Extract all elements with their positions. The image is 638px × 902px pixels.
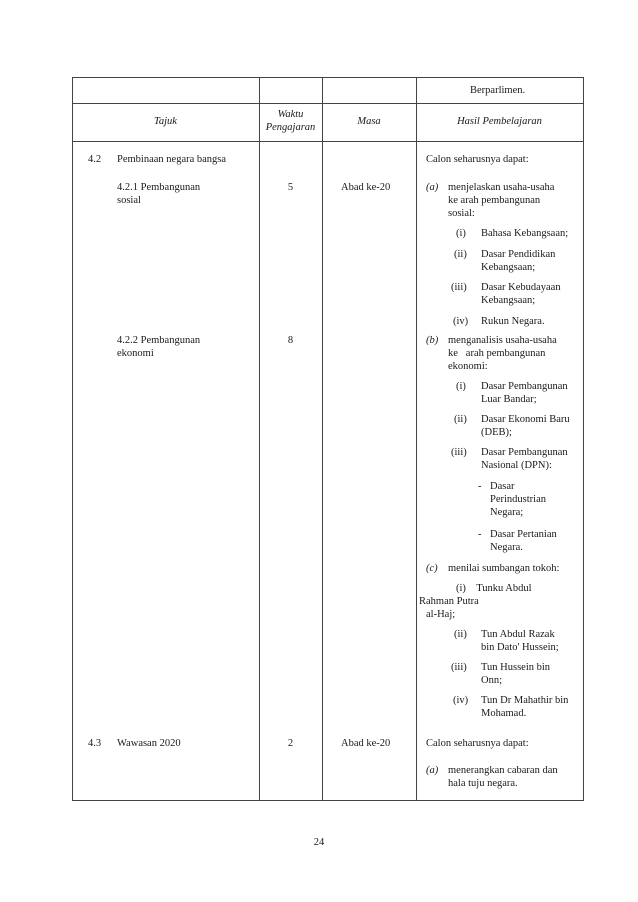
outcome-c-label: (c) (426, 563, 438, 574)
section-43-intro: Calon seharusnya dapat: (426, 738, 529, 749)
table-top-rule (72, 77, 584, 78)
header-bottom-rule (72, 141, 584, 142)
table-bottom-rule (72, 800, 584, 801)
sub-422-title-2: ekonomi (117, 348, 154, 359)
col-line-4 (583, 77, 584, 801)
outcome-b-line2: ke arah pembangunan (448, 348, 546, 359)
section-43-title: Wawasan 2020 (117, 738, 181, 749)
a-i-num: (i) (456, 228, 466, 239)
b-ii-num: (ii) (454, 414, 467, 425)
c-ii-text-1: Tun Abdul Razak (481, 629, 555, 640)
dash-marker-1: - (478, 481, 482, 492)
b-i-text-2: Luar Bandar; (481, 394, 537, 405)
col-line-3 (416, 77, 417, 801)
header-waktu-2: Pengajaran (265, 122, 316, 133)
section-43-a-label: (a) (426, 765, 439, 776)
header-tajuk: Tajuk (154, 116, 177, 127)
outcome-c-line1: menilai sumbangan tokoh: (448, 563, 560, 574)
header-hasil: Hasil Pembelajaran (457, 116, 542, 127)
top-row-text: Berparlimen. (470, 85, 526, 96)
outcome-a-label: (a) (426, 182, 439, 193)
dash1-text-2: Perindustrian (490, 494, 546, 505)
c-i-text-1: (i) Tunku Abdul (456, 583, 532, 594)
section-43-a-line2: hala tuju negara. (448, 778, 518, 789)
section-43-waktu: 2 (287, 738, 294, 749)
dash-marker-2: - (478, 529, 482, 540)
sub-421-masa: Abad ke-20 (341, 182, 391, 193)
outcome-b-line1: menganalisis usaha-usaha (448, 335, 557, 346)
outcome-a-line1: menjelaskan usaha-usaha (448, 182, 555, 193)
c-ii-text-2: bin Dato' Hussein; (481, 642, 559, 653)
outcome-b-label: (b) (426, 335, 439, 346)
section-42-num: 4.2 (88, 154, 102, 165)
a-iii-text-1: Dasar Kebudayaan (481, 282, 561, 293)
c-i-text-2: Rahman Putra (419, 596, 479, 607)
c-iii-text-1: Tun Hussein bin (481, 662, 551, 673)
sub-421-waktu: 5 (287, 182, 294, 193)
b-i-text-1: Dasar Pembangunan (481, 381, 568, 392)
dash1-text-1: Dasar (490, 481, 515, 492)
a-iv-num: (iv) (453, 316, 469, 327)
b-iii-text-1: Dasar Pembangunan (481, 447, 568, 458)
col-line-0 (72, 77, 73, 801)
dash2-text-2: Negara. (490, 542, 523, 553)
a-iii-text-2: Kebangsaan; (481, 295, 536, 306)
a-ii-text-2: Kebangsaan; (481, 262, 536, 273)
header-waktu-1: Waktu (277, 109, 304, 120)
c-ii-num: (ii) (454, 629, 467, 640)
outcome-a-line2: ke arah pembangunan (448, 195, 541, 206)
sub-421-title: 4.2.1 Pembangunan (117, 182, 201, 193)
c-iv-text-1: Tun Dr Mahathir bin (481, 695, 569, 706)
a-ii-text-1: Dasar Pendidikan (481, 249, 556, 260)
section-43-masa: Abad ke-20 (341, 738, 391, 749)
c-iii-text-2: Onn; (481, 675, 502, 686)
section-42-intro: Calon seharusnya dapat: (426, 154, 529, 165)
c-iii-num: (iii) (451, 662, 467, 673)
dash1-text-3: Negara; (490, 507, 524, 518)
a-iii-num: (iii) (451, 282, 467, 293)
outcome-b-line3: ekonomi: (448, 361, 488, 372)
b-ii-text-1: Dasar Ekonomi Baru (481, 414, 570, 425)
sub-422-waktu: 8 (287, 335, 294, 346)
sub-422-title: 4.2.2 Pembangunan (117, 335, 201, 346)
section-42-title: Pembinaan negara bangsa (117, 154, 227, 165)
sub-421-title-2: sosial (117, 195, 141, 206)
b-ii-text-2: (DEB); (481, 427, 512, 438)
section-43-a-line1: menerangkan cabaran dan (448, 765, 558, 776)
b-i-num: (i) (456, 381, 466, 392)
dash2-text-1: Dasar Pertanian (490, 529, 557, 540)
section-43-num: 4.3 (88, 738, 102, 749)
a-ii-num: (ii) (454, 249, 467, 260)
a-i-text: Bahasa Kebangsaan; (481, 228, 569, 239)
header-masa: Masa (357, 116, 381, 127)
col-line-2 (322, 77, 323, 801)
b-iii-num: (iii) (451, 447, 467, 458)
c-iv-num: (iv) (453, 695, 469, 706)
header-top-rule (72, 103, 584, 104)
a-iv-text: Rukun Negara. (481, 316, 545, 327)
c-i-text-3: al-Haj; (426, 609, 456, 620)
c-iv-text-2: Mohamad. (481, 708, 527, 719)
page-number: 24 (313, 837, 325, 848)
b-iii-text-2: Nasional (DPN): (481, 460, 552, 471)
outcome-a-line3: sosial: (448, 208, 475, 219)
